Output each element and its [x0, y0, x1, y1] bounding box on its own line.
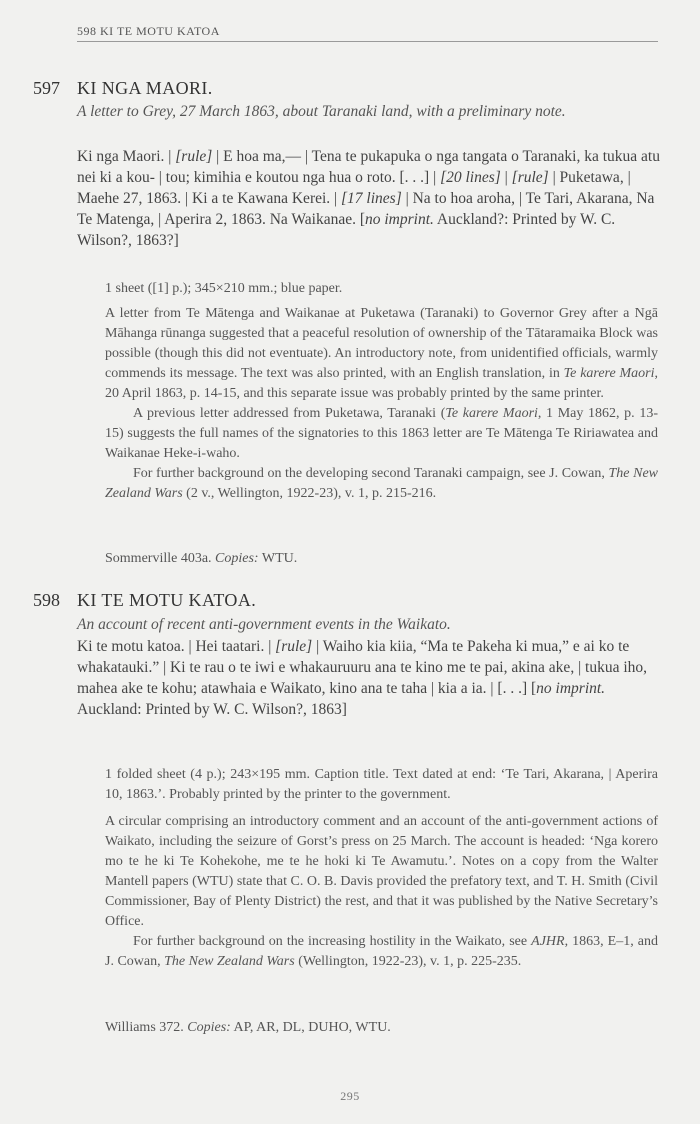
italic-run: The New Zealand Wars — [105, 466, 658, 501]
note-paragraph: A previous letter addressed from Puketawa, Taranaki (Te karere Maori, 1 May 1862, p. 13-15) suggests the full names of the signatories to this 1863 letter are Te Mātenga Te Ririawatea and Waikanae Heke-i-waho. — [105, 406, 658, 461]
italic-run: no imprint. — [365, 211, 434, 228]
italic-run: no imprint. — [536, 680, 606, 697]
entry-number: 597 — [33, 78, 60, 98]
italic-run: [rule] — [511, 169, 549, 186]
entry-heading: KI TE MOTU KATOA. — [77, 590, 257, 610]
italic-run: Te karere Maori — [563, 366, 655, 381]
entry-598-subtitle: An account of recent anti-government events in the Waikato. — [77, 616, 451, 633]
note-paragraph: A letter from Te Mātenga and Waikanae at Puketawa (Taranaki) to Governor Grey after a Ngā Māhanga rūnanga suggested that a peaceful resolution of ownership of the Tātaramaika Block was possible (though this did not eventuate). An introductory note, from unidentified officials, warmly commends its message. The text was also printed, with an English translation, in Te karere Maori, 20 April 1863, p. 14-15, and this separate issue was probably printed by the same printer. — [105, 306, 659, 401]
entry-597-subtitle: A letter to Grey, 27 March 1863, about Taranaki land, with a preliminary note. — [77, 103, 566, 120]
entry-number: 598 — [33, 590, 60, 610]
entry-598-transcription: Ki te motu katoa. | Hei taatari. | [rule] | Waiho kia kiia, “Ma te Pakeha ki mua,” e ai ko te whakatauki.” | Ki te rau o te iwi e whakauruuru ana te kino me te pai, akina ake, | tukua iho, mahea ake te kohu; atawhaia e Waikato, kino ana te taha | kia a ia. | [. . .] [no imprint. Auckland: Printed by W. C. Wilson?, 1863] — [77, 638, 648, 718]
entry-598-references: Williams 372. Copies: AP, AR, DL, DUHO, WTU. — [105, 1020, 391, 1035]
running-header: 598 KI TE MOTU KATOA — [77, 24, 220, 38]
entry-598-notes — [105, 812, 658, 972]
note-paragraph: A circular comprising an introductory comment and an account of the anti-government actions of Waikato, including the seizure of Gorst’s press on 25 March. The account is headed: ‘Nga korero mo te he ki Te Kohekohe, me te he hoki ki Te Awamutu.’. Notes on a copy from the Walter Mantell papers (WTU) state that C. O. B. Davis provided the prefatory text, and T. H. Smith (Civil Commissioner, Bay of Plenty District) the rest, and that it was published by the Native Secretary’s Office. — [105, 814, 658, 929]
italic-run: Copies: — [215, 551, 259, 566]
italic-run: The New Zealand Wars — [164, 954, 295, 969]
header-rule — [77, 41, 658, 42]
entry-597-physical-description: 1 sheet ([1] p.); 345×210 mm.; blue paper. — [105, 281, 343, 296]
italic-run: [17 lines] — [341, 190, 402, 207]
italic-run: [rule] — [275, 638, 313, 655]
note-paragraph: For further background on the developing second Taranaki campaign, see J. Cowan, The New Zealand Wars (2 v., Wellington, 1922-23), v. 1, p. 215-216. — [105, 466, 658, 501]
italic-run: [rule] — [175, 148, 213, 165]
entry-598-physical-description: 1 folded sheet (4 p.); 243×195 mm. Caption title. Text dated at end: ‘Te Tari, Akarana, | Aperira 10, 1863.’. Probably printed by the printer to the government. — [105, 767, 658, 802]
note-paragraph: For further background on the increasing hostility in the Waikato, see AJHR, 1863, E–1, and J. Cowan, The New Zealand Wars (Wellington, 1922-23), v. 1, p. 225-235. — [105, 934, 658, 969]
entry-597-notes — [105, 304, 658, 504]
italic-run: Copies: — [187, 1020, 231, 1035]
italic-run: AJHR — [531, 934, 565, 949]
entry-597-references: Sommerville 403a. Copies: WTU. — [105, 551, 298, 566]
page-number: 295 — [340, 1089, 360, 1103]
entry-heading: KI NGA MAORI. — [77, 78, 213, 98]
italic-run: Te karere Maori — [445, 406, 538, 421]
entry-597-transcription: Ki nga Maori. | [rule] | E hoa ma,— | Tena te pukapuka o nga tangata o Taranaki, ka tukua atu nei ki a kou- | tou; kimihia e koutou nga hua o roto. [. . .] | [20 lines] | [rule] | Puketawa, | Maehe 27, 1863. | Ki a te Kawana Kerei. | [17 lines] | Na to hoa aroha, | Te Tari, Akarana, Na Te Matenga, | Aperira 2, 1863. Na Waikanae. [no imprint. Auckland?: Printed by W. C. Wilson?, 1863?] — [77, 148, 660, 249]
italic-run: [20 lines] — [440, 169, 501, 186]
